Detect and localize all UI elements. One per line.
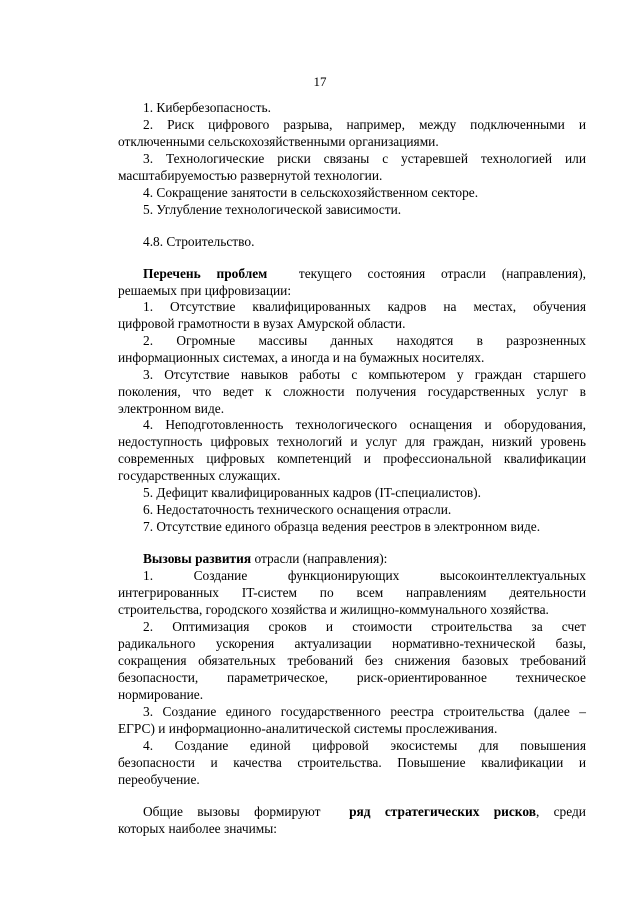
closing-part1: Общие вызовы формируют [143, 804, 321, 819]
problems-lead-line2: решаемых при цифровизации: [118, 283, 292, 298]
challenges-line: радикального ускорения актуализации нормативно-технической базы, [118, 636, 586, 651]
problems-lead [143, 265, 586, 282]
risk-item-1: 1. Кибербезопасность. [143, 100, 271, 115]
challenges-line: строительства, городского хозяйства и жилищно-коммунального хозяйства. [118, 602, 549, 617]
problems-line: поколения, что ведет к сложности получения государственных услуг в [118, 384, 586, 399]
challenges-line: 4. Создание единой цифровой экосистемы для повышения [143, 738, 586, 753]
page-number: 17 [313, 74, 327, 89]
risk-item-3-line1: 3. Технологические риски связаны с устаревшей технологией или [143, 151, 586, 166]
risk-item-5: 5. Углубление технологической зависимости. [143, 202, 402, 217]
closing-bold: ряд стратегических рисков [349, 804, 536, 819]
challenges-lead [143, 550, 611, 567]
problems-line: 2. Огромные массивы данных находятся в разрозненных [143, 333, 586, 348]
challenges-lead-bold: Вызовы развития [143, 551, 252, 566]
challenges-line: сокращения обязательных требований без снижения базовых требований [118, 653, 586, 668]
section-heading: 4.8. Строительство. [143, 234, 255, 249]
risk-item-3-line2: масштабируемостью развернутой технологии. [118, 168, 383, 183]
problems-line: недоступность цифровых технологий и услуг для граждан, низкий уровень [118, 434, 586, 449]
challenges-line: интегрированных IT-систем по всем направлениям деятельности [118, 585, 586, 600]
risk-item-4: 4. Сокращение занятости в сельскохозяйственном секторе. [143, 185, 479, 200]
problems-line: 4. Неподготовленность технологического оснащения и оборудования, [143, 417, 586, 432]
problems-line: 7. Отсутствие единого образца ведения реестров в электронном виде. [143, 519, 541, 534]
challenges-line: переобучение. [118, 772, 200, 787]
closing-line1 [143, 803, 586, 820]
problems-line: государственных служащих. [118, 468, 281, 483]
problems-line: цифровой грамотности в вузах Амурской области. [118, 316, 406, 331]
problems-line: 5. Дефицит квалифицированных кадров (IT-специалистов). [143, 485, 481, 500]
challenges-line: ЕГРС) и информационно-аналитической системы прослеживания. [118, 721, 498, 736]
risk-item-2-line2: отключенными сельскохозяйственными организациями. [118, 134, 439, 149]
challenges-lead-rest: отрасли (направления): [254, 551, 388, 566]
risk-item-2-line1: 2. Риск цифрового разрыва, например, между подключенными и [143, 117, 586, 132]
closing-line2: которых наиболее значимы: [118, 821, 277, 836]
closing-part2: , среди [535, 804, 586, 819]
challenges-line: безопасности, параметрическое, риск-ориентированное техническое [118, 670, 586, 685]
problems-lead-bold: Перечень проблем [143, 266, 268, 281]
challenges-line: безопасности и качества строительства. Повышение квалификации и [118, 755, 586, 770]
problems-line: 1. Отсутствие квалифицированных кадров на местах, обучения [143, 299, 586, 314]
problems-line: 6. Недостаточность технического оснащения отрасли. [143, 502, 452, 517]
challenges-line: 1. Создание функционирующих высокоинтеллектуальных [143, 568, 586, 583]
challenges-line: 3. Создание единого государственного реестра строительства (далее – [143, 704, 586, 719]
problems-line: электронном виде. [118, 401, 225, 416]
challenges-line: нормирование. [118, 687, 204, 702]
challenges-line: 2. Оптимизация сроков и стоимости строительства за счет [143, 619, 586, 634]
problems-line: информационных системах, а иногда и на бумажных носителях. [118, 350, 485, 365]
problems-line: современных цифровых компетенций и профессиональной квалификации [118, 451, 586, 466]
problems-line: 3. Отсутствие навыков работы с компьютером у граждан старшего [143, 367, 586, 382]
problems-lead-rest: текущего состояния отрасли (направления), [298, 266, 586, 281]
